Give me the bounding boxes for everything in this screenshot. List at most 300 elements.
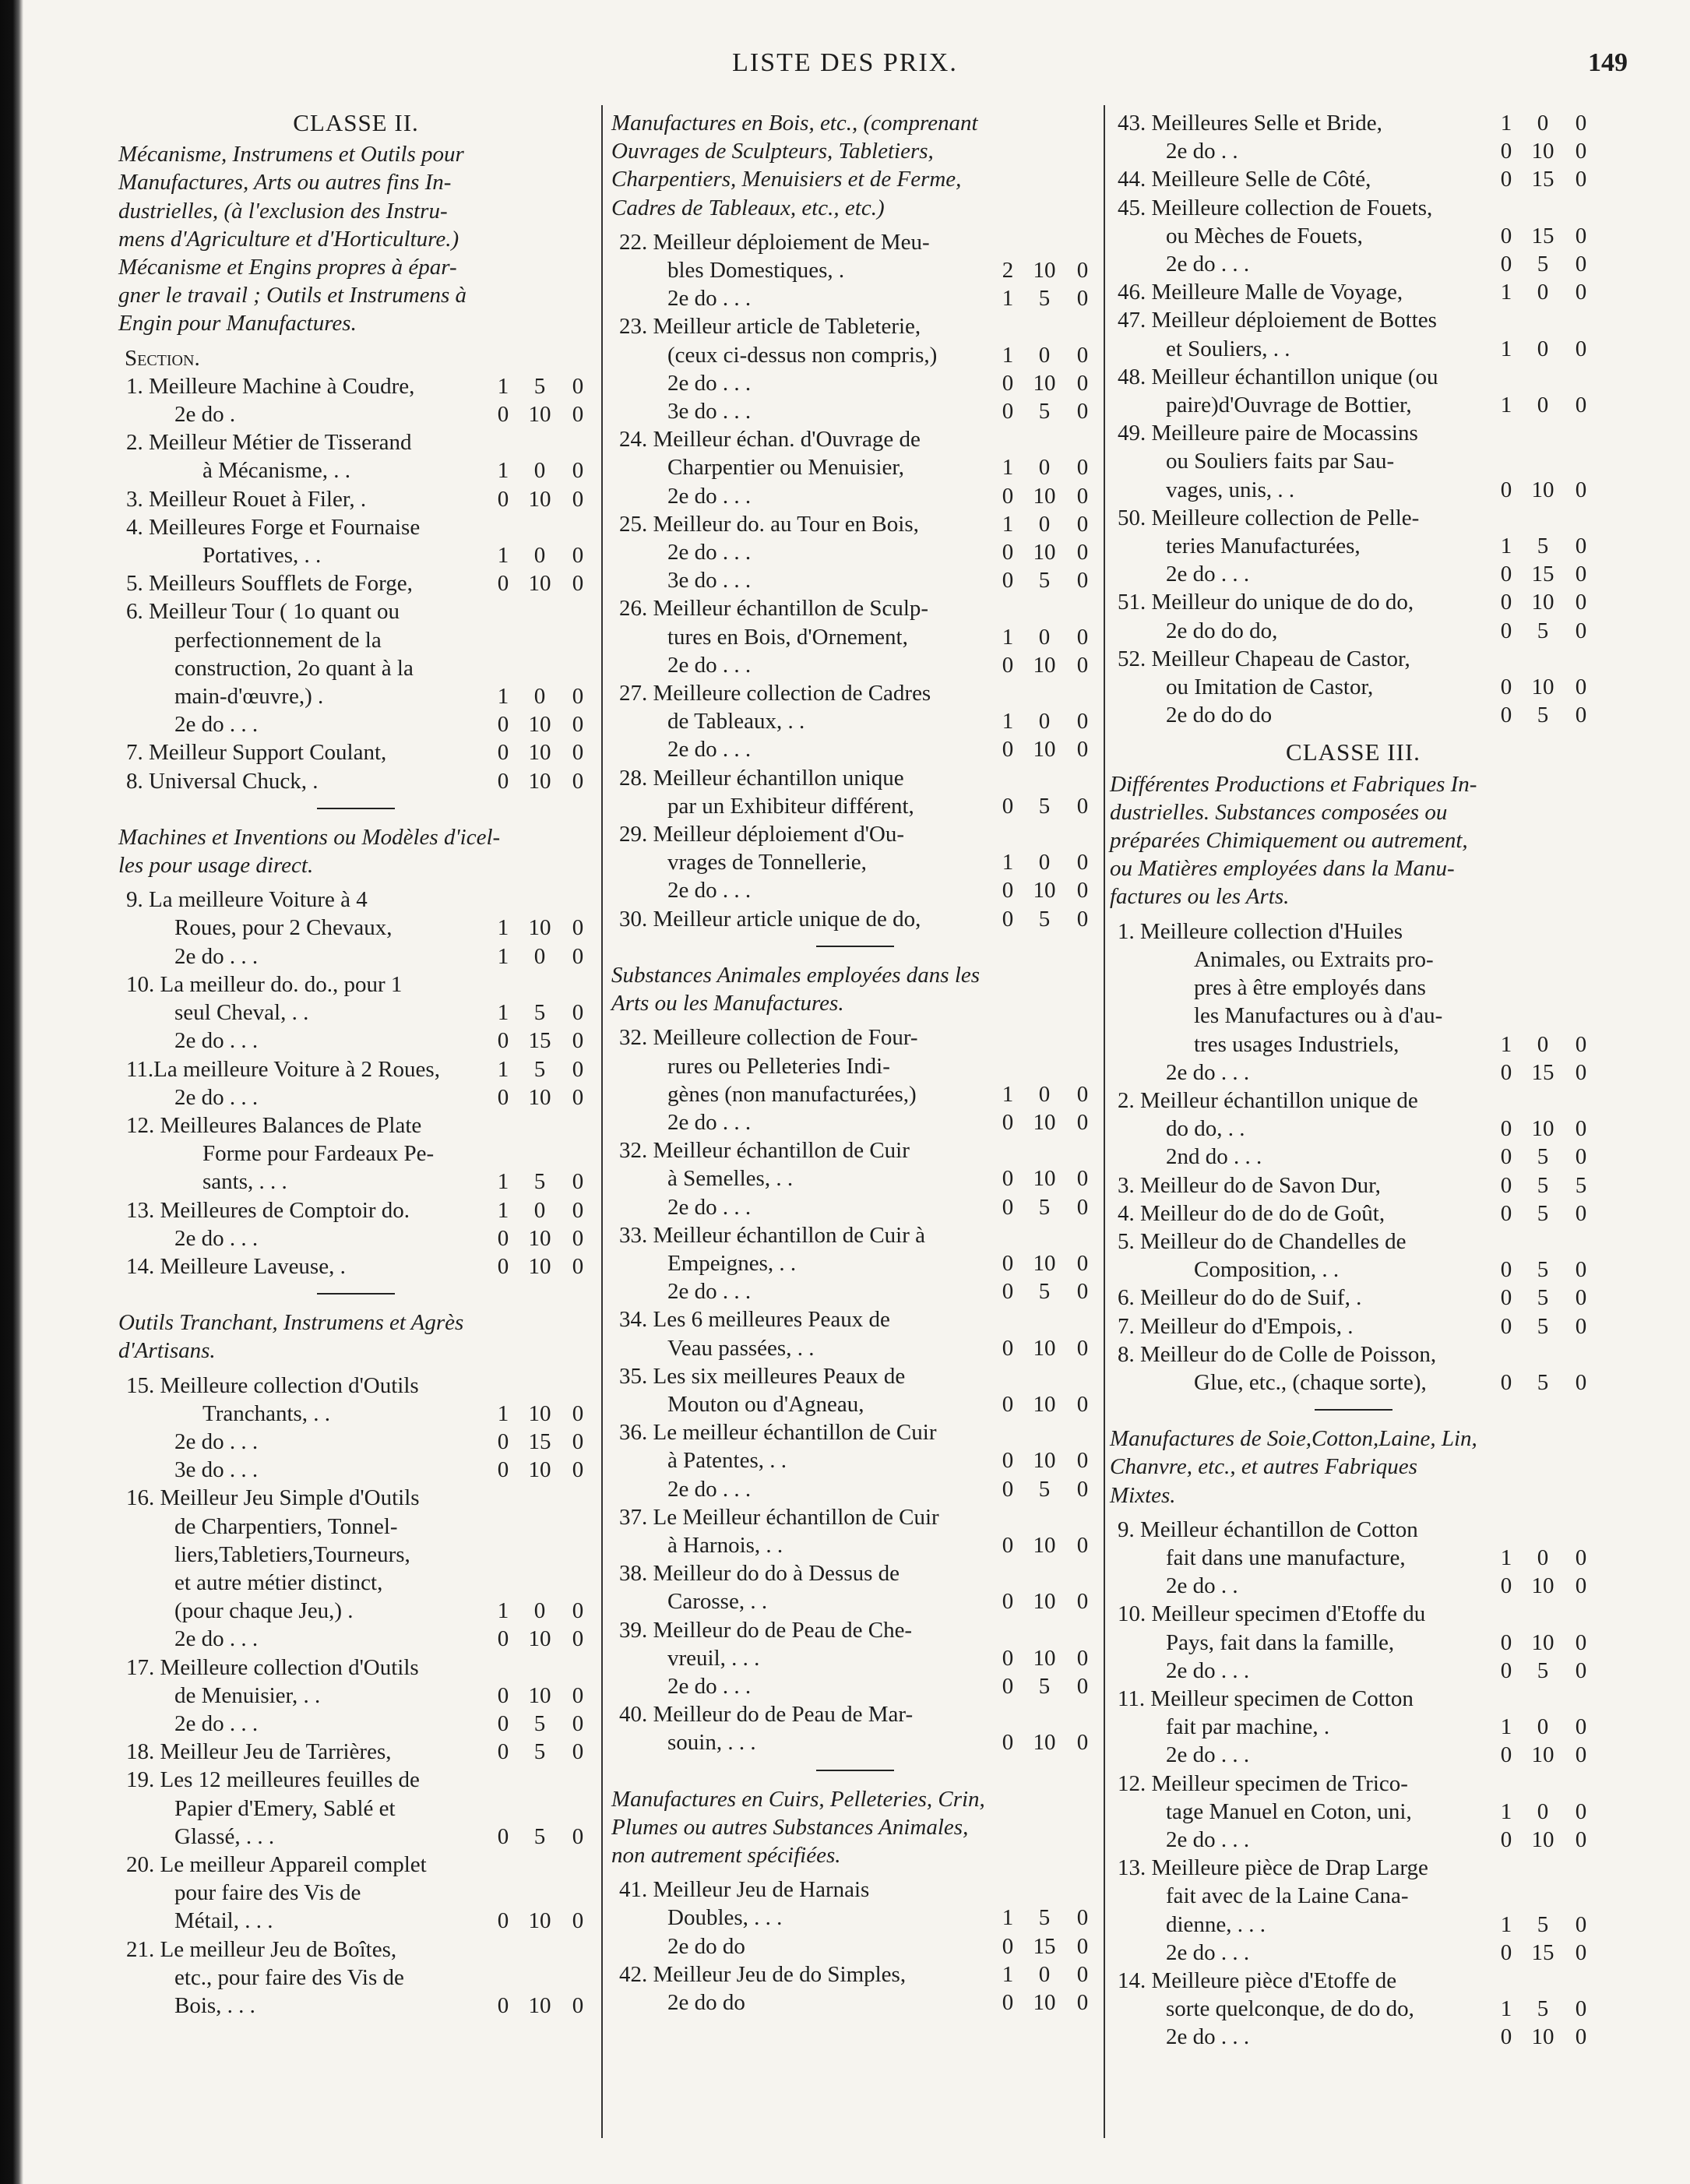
shillings: 15 [528,1428,551,1454]
shillings: 0 [1537,1545,1549,1570]
pounds: 0 [1002,878,1014,904]
prize-entry [118,1140,593,1168]
prize-description: 8. Universal Chuck, . [126,768,319,794]
prize-amount [994,623,1098,651]
pence: 0 [1575,1059,1587,1085]
pence: 0 [572,1056,584,1082]
prize-entry [1110,1967,1597,1995]
description-line: dustrielles, (à l'exclusion des Instru- [118,198,448,224]
prize-entry [1110,1002,1597,1030]
pounds: 1 [1002,511,1014,537]
pounds: 0 [1500,1573,1512,1599]
prize-amount [994,792,1098,820]
prize-entry [611,566,1098,594]
section-description [1110,770,1597,911]
pence: 0 [1575,1144,1587,1170]
prize-entry [118,400,593,428]
prize-description: 33. Meilleur échantillon de Cuir à [619,1222,926,1248]
prize-entry [1110,1340,1597,1369]
prize-description: (pour chaque Jeu,) . [174,1598,354,1624]
shillings: 10 [1033,1166,1056,1192]
pence: 0 [572,768,584,794]
shillings: 0 [1038,709,1051,734]
prize-amount [994,1249,1098,1277]
prize-entry [1110,1826,1597,1854]
prize-description: rures ou Pelleteries Indi- [667,1053,890,1079]
pence: 0 [1575,1657,1587,1683]
prize-entry [1110,1030,1597,1059]
description-line: Manufactures en Cuirs, Pelleteries, Crin, [611,1786,985,1812]
pence: 0 [1575,139,1587,164]
pounds: 1 [1500,1798,1512,1824]
shillings: 0 [1038,1961,1051,1987]
prize-entry [118,1400,593,1428]
prize-amount [994,341,1098,369]
running-title: LISTE DES PRIX. [732,48,958,77]
pence: 0 [1076,1589,1089,1615]
prize-amount [994,1587,1098,1615]
pounds: 1 [1500,1911,1512,1937]
prize-description: 2e do . . . [1166,1939,1250,1965]
description-line: Arts ou les Manufactures. [611,991,844,1016]
prize-entry [1110,560,1597,588]
pounds: 0 [1500,1285,1512,1311]
shillings: 5 [1038,1194,1051,1220]
pounds: 0 [1500,618,1512,643]
prize-entry [118,1625,593,1653]
pounds: 0 [1002,399,1014,424]
prize-entry [118,428,593,456]
page-header [62,48,1628,95]
prize-entry [611,425,1098,453]
shillings: 0 [1038,511,1051,537]
prize-description: 2e do . . . [667,540,752,565]
pounds: 2 [1002,258,1014,284]
prize-entry [611,1728,1098,1756]
shillings: 15 [528,1028,551,1054]
pence: 0 [1575,1545,1587,1570]
prize-entry [1110,1798,1597,1826]
prize-description: Doubles, . . . [667,1905,783,1931]
prize-description: 32. Meilleur échantillon de Cuir [619,1138,910,1164]
pounds: 0 [1500,703,1512,728]
shillings: 10 [528,486,551,512]
prize-entry [1110,1911,1597,1939]
prize-description: 51. Meilleur do unique de do do, [1118,590,1414,615]
pounds: 0 [1500,590,1512,615]
shillings: 5 [1038,1905,1051,1931]
prize-entry [1110,1516,1597,1544]
prize-entry [118,1484,593,1512]
prize-entry [1110,1544,1597,1572]
prize-entry [118,1738,593,1766]
pence: 0 [1076,709,1089,734]
prize-description: etc., pour faire des Vis de [174,1964,404,1990]
pounds: 1 [497,1598,509,1624]
prize-description: 44. Meilleure Selle de Côté, [1118,167,1371,192]
prize-amount [1492,1629,1597,1657]
prize-entry [118,1992,593,2020]
section-separator [816,946,894,947]
shillings: 10 [1033,540,1056,565]
prize-entry [118,1224,593,1252]
description-line: Différentes Productions et Fabriques In- [1110,771,1477,797]
prize-description: 41. Meilleur Jeu de Harnais [619,1877,870,1903]
prize-description: 10. La meilleur do. do., pour 1 [126,971,403,997]
shillings: 10 [1033,878,1056,904]
shillings: 5 [1537,1313,1549,1339]
prize-amount [489,1597,593,1625]
prize-amount [489,1196,593,1224]
prize-entry [1110,194,1597,222]
pence: 0 [572,1993,584,2018]
prize-description: 12. Meilleures Balances de Plate [126,1112,422,1138]
shillings: 5 [1038,568,1051,594]
prize-description: vrages de Tonnellerie, [667,850,867,875]
prize-entry [118,1111,593,1140]
pence: 0 [1575,1714,1587,1740]
prize-amount [994,1390,1098,1418]
pounds: 0 [1002,1166,1014,1192]
prize-entry [611,1418,1098,1446]
prize-entry [118,999,593,1027]
pence: 0 [572,486,584,512]
pounds: 0 [1002,540,1014,565]
prize-description: 2e do . . . [667,1109,752,1135]
prize-entry [118,1168,593,1196]
shillings: 10 [528,402,551,428]
prize-description: à Mécanisme, . . [202,458,351,484]
description-line: Ouvrages de Sculpteurs, Tabletiers, [611,139,934,164]
pence: 0 [1575,2024,1587,2050]
prize-description: les Manufactures ou à d'au- [1194,1003,1443,1029]
description-line: mens d'Agriculture et d'Horticulture.) [118,226,459,252]
prize-amount [489,914,593,942]
spacer [1110,729,1597,738]
pounds: 1 [497,915,509,941]
prize-description: 37. Le Meilleur échantillon de Cuir [619,1504,939,1530]
pence: 0 [1076,1532,1089,1558]
prize-entry [1110,1369,1597,1397]
description-line: Engin pour Manufactures. [118,311,357,336]
shillings: 0 [1038,850,1051,875]
prize-entry [1110,1143,1597,1171]
prize-amount [1492,165,1597,193]
shillings: 10 [528,571,551,597]
shillings: 10 [1531,675,1554,700]
prize-amount [994,1334,1098,1362]
prize-amount [489,1456,593,1484]
shillings: 5 [533,1739,546,1765]
prize-description: 2e do . . . [174,1225,259,1251]
prize-description: paire)d'Ouvrage de Bottier, [1166,393,1412,418]
description-line: Outils Tranchant, Instrumens et Agrès [118,1310,464,1336]
shillings: 0 [533,1598,546,1624]
prize-description: gènes (non manufacturées,) [667,1081,917,1107]
prize-description: seul Cheval, . . [174,1000,309,1026]
prize-description: Composition, . . [1194,1257,1340,1283]
prize-description: fait dans une manufacture, [1166,1545,1406,1570]
section-separator [317,808,395,809]
prize-entry [118,1027,593,1055]
pounds: 1 [497,1400,509,1426]
prize-description: 2e do . . [1166,139,1238,164]
prize-description: 7. Meilleur Support Coulant, [126,740,387,766]
pence: 0 [572,1908,584,1934]
pounds: 0 [497,1457,509,1483]
pounds: 0 [497,1823,509,1849]
prize-description: 29. Meilleur déploiement d'Ou- [619,822,905,847]
shillings: 5 [533,1000,546,1026]
prize-entry [611,1960,1098,1988]
prize-entry [1110,1256,1597,1284]
prize-description: 30. Meilleur article unique de do, [619,906,921,932]
shillings: 15 [1531,1059,1554,1085]
prize-entry [118,710,593,738]
pounds: 0 [1002,793,1014,819]
prize-description: teries Manufacturées, [1166,534,1361,559]
prize-entry [611,369,1098,397]
shillings: 0 [533,458,546,484]
column-rule [1104,105,1105,2138]
shillings: 5 [533,373,546,399]
shillings: 5 [533,1169,546,1195]
prize-description: 2e do . . . [667,1194,752,1220]
prize-amount [489,1083,593,1111]
pence: 0 [572,458,584,484]
column-rule [601,105,603,2138]
section-description [611,961,1098,1017]
prize-amount [1492,109,1597,137]
pence: 0 [1575,280,1587,305]
prize-description: 25. Meilleur do. au Tour en Bois, [619,511,919,537]
prize-description: 47. Meilleur déploiement de Bottes [1118,308,1437,333]
prize-entry [118,1569,593,1597]
prize-description: sants, . . . [202,1169,287,1195]
pounds: 0 [497,1225,509,1251]
pounds: 0 [1500,562,1512,587]
description-line: Charpentiers, Menuisiers et de Ferme, [611,167,962,192]
pence: 0 [1575,703,1587,728]
pence: 0 [1575,111,1587,136]
pounds: 1 [497,943,509,969]
page-number: 149 [1588,48,1628,77]
description-line: Mixtes. [1110,1482,1176,1508]
pounds: 0 [497,740,509,766]
pounds: 1 [1002,342,1014,368]
description-line: Cadres de Tableaux, etc., etc.) [611,195,885,220]
prize-entry [1110,946,1597,974]
prize-entry [1110,1312,1597,1340]
description-line: Mécanisme et Engins propres à épar- [118,255,457,280]
shillings: 0 [1537,1798,1549,1824]
pounds: 0 [497,1626,509,1652]
prize-entry [1110,918,1597,946]
pounds: 1 [497,543,509,569]
prize-description: 22. Meilleur déploiement de Meu- [619,229,930,255]
prize-amount [489,1428,593,1456]
prize-entry [1110,1572,1597,1600]
prize-description: 2e do . . . [1166,1657,1250,1683]
prize-description: 24. Meilleur échan. d'Ouvrage de [619,427,921,453]
prize-entry [118,597,593,625]
pounds: 1 [1002,1961,1014,1987]
pounds: 0 [1002,652,1014,678]
prize-entry [611,1023,1098,1051]
prize-description: 1. Meilleure Machine à Coudre, [126,373,415,399]
pounds: 0 [1002,370,1014,396]
prize-entry [1110,532,1597,560]
prize-description: 16. Meilleur Jeu Simple d'Outils [126,1485,420,1511]
description-line: préparées Chimiquement ou autrement, [1110,828,1468,854]
prize-amount [1492,278,1597,306]
shillings: 10 [1033,737,1056,763]
prize-amount [489,1992,593,2020]
pence: 0 [1076,1194,1089,1220]
prize-entry [611,1503,1098,1531]
shillings: 10 [528,1084,551,1110]
prize-description: Carosse, . . [667,1589,768,1615]
pence: 0 [572,943,584,969]
prize-entry [611,284,1098,312]
pence: 0 [1076,652,1089,678]
prize-entry [611,1904,1098,1932]
pounds: 0 [1002,1730,1014,1756]
shillings: 15 [1531,1939,1554,1965]
prize-amount [994,1080,1098,1108]
shillings: 10 [528,1682,551,1708]
prize-description: 11. Meilleur specimen de Cotton [1118,1686,1414,1711]
prize-entry [1110,1713,1597,1741]
pence: 0 [1076,455,1089,481]
pounds: 0 [1500,1257,1512,1283]
shillings: 5 [1537,1200,1549,1226]
prize-description: 6. Meilleur Tour ( 1o quant ou [126,599,400,625]
prize-amount [1492,1995,1597,2023]
prize-entry [611,1249,1098,1277]
shillings: 10 [1531,1116,1554,1142]
description-line: gner le travail ; Outils et Instrumens à [118,283,467,308]
shillings: 10 [1531,477,1554,502]
prize-entry [118,1879,593,1907]
prize-amount [1492,1657,1597,1685]
pounds: 0 [497,1253,509,1279]
pounds: 0 [1002,1448,1014,1474]
pounds: 0 [1500,1939,1512,1965]
prize-entry [1110,1882,1597,1910]
pence: 0 [572,1428,584,1454]
prize-amount [489,1738,593,1766]
pence: 0 [1575,1742,1587,1768]
prize-description: 39. Meilleur do de Peau de Che- [619,1617,913,1643]
prize-entry [118,1851,593,1879]
pence: 0 [1076,342,1089,368]
section-description [611,109,1098,222]
prize-amount [1492,1284,1597,1312]
description-line: non autrement spécifiées. [611,1842,841,1868]
prize-amount [489,1907,593,1935]
prize-amount [489,1027,593,1055]
pounds: 1 [497,1197,509,1223]
prize-description: fait avec de la Laine Cana- [1166,1883,1409,1909]
pounds: 1 [497,1169,509,1195]
prize-description: 2e do . . . [174,1028,259,1054]
pounds: 0 [1002,1933,1014,1959]
prize-entry [118,1196,593,1224]
prize-description: 13. Meilleures de Comptoir do. [126,1197,410,1223]
description-line: Mécanisme, Instrumens et Outils pour [118,142,464,167]
prize-description: 4. Meilleures Forge et Fournaise [126,514,421,540]
prize-description: 2e do . [174,402,236,428]
pence: 0 [1575,1116,1587,1142]
pounds: 0 [1500,139,1512,164]
shillings: 5 [1537,1144,1549,1170]
shillings: 5 [1537,1369,1549,1395]
prize-entry [1110,447,1597,475]
prize-amount [1492,1911,1597,1939]
shillings: 5 [1038,1476,1051,1502]
prize-amount [1492,1713,1597,1741]
prize-description: perfectionnement de la [174,627,382,653]
prize-entry [1110,1854,1597,1882]
prize-amount [489,767,593,795]
pounds: 0 [497,486,509,512]
description-line: Manufactures en Bois, etc., (comprenant [611,111,978,136]
prize-entry [611,1932,1098,1960]
prize-amount [1492,1171,1597,1199]
prize-description: Mouton ou d'Agneau, [667,1391,864,1417]
prize-entry [118,541,593,569]
prize-entry [611,876,1098,904]
pence: 0 [572,915,584,941]
pounds: 0 [1500,223,1512,248]
shillings: 0 [1038,342,1051,368]
prize-amount [1492,1826,1597,1854]
shillings: 10 [1033,258,1056,284]
prize-amount [994,1932,1098,1960]
pounds: 1 [1500,336,1512,361]
shillings: 5 [1038,1673,1051,1699]
prize-amount [994,848,1098,876]
prize-description: 2e do . . [1166,1573,1238,1599]
pence: 0 [572,1823,584,1849]
prize-amount [1492,1143,1597,1171]
prize-amount [994,735,1098,763]
prize-amount [994,905,1098,933]
prize-description: 52. Meilleur Chapeau de Castor, [1118,646,1410,671]
pence: 0 [1575,1285,1587,1311]
pence: 0 [1575,252,1587,277]
pounds: 0 [1500,1369,1512,1395]
prize-description: 2e do . . . [667,737,752,763]
prize-amount [489,485,593,513]
prize-entry [611,1672,1098,1700]
prize-entry [611,341,1098,369]
pounds: 0 [497,1428,509,1454]
prize-entry [611,1475,1098,1503]
shillings: 0 [1038,1081,1051,1107]
prize-description: Veau passées, . . [667,1335,815,1361]
shillings: 5 [1537,703,1549,728]
prize-entry [1110,1657,1597,1685]
pounds: 0 [1002,568,1014,594]
prize-entry [118,738,593,766]
prize-description: 49. Meilleure paire de Mocassins [1118,421,1418,446]
shillings: 10 [1531,2024,1554,2050]
prize-amount [994,1988,1098,2017]
shillings: 10 [1531,1573,1554,1599]
prize-description: vreuil, . . . [667,1645,760,1671]
